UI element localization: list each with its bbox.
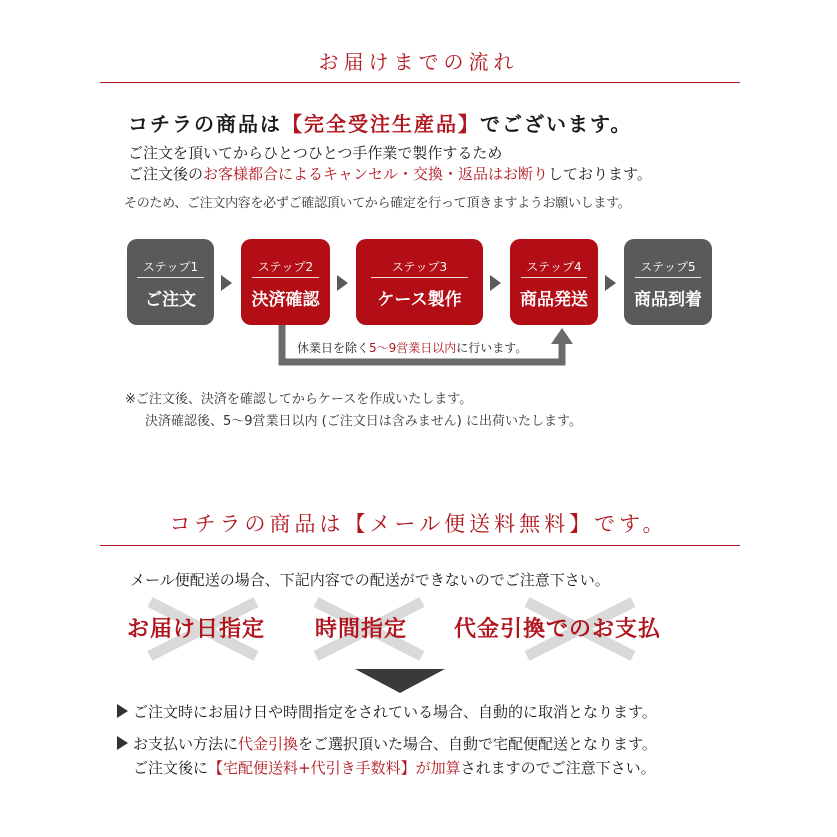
step-3-box <box>356 239 483 325</box>
shipping-bullet-2-line-2 <box>133 757 656 778</box>
shipping-intro: メール便配送の場合、下記内容での配送ができないのでご注意下さい。 <box>130 571 610 589</box>
step-2-name: 決済確認 <box>251 290 320 310</box>
line2-before: ご注文後の <box>128 165 204 183</box>
step-arrow-icon <box>337 275 348 291</box>
bracket-note <box>294 339 530 356</box>
bullet2-line2-after: されますのでご注意下さい。 <box>460 759 656 777</box>
step-4-rule <box>521 277 588 278</box>
flow-title-divider <box>100 82 740 83</box>
step-5-name: 商品到着 <box>634 290 702 310</box>
line2-highlight: お客様都合によるキャンセル・交換・返品はお断り <box>203 165 549 183</box>
bullet2-highlight: 代金引換 <box>238 735 299 753</box>
step-5-box <box>624 239 712 325</box>
step-1-label: ステップ1 <box>142 260 199 274</box>
step-1-name: ご注文 <box>145 290 196 310</box>
step-3-label: ステップ3 <box>391 260 448 274</box>
bullet2-after: をご選択頂いた場合、自動で宅配便配送となります。 <box>298 735 657 753</box>
bullet-triangle-icon <box>117 736 128 750</box>
bracket-note-highlight: 5〜9営業日以内 <box>369 341 457 355</box>
shipping-title-divider <box>100 545 740 546</box>
lead-after: でございます。 <box>480 112 633 136</box>
step-4-label: ステップ4 <box>526 260 582 274</box>
step-2-box <box>241 239 330 325</box>
bullet-triangle-icon <box>117 704 128 718</box>
step-3-name: ケース製作 <box>377 290 462 310</box>
shipping-section-title: コチラの商品は【メール便送料無料】です。 <box>169 512 668 536</box>
down-arrow-icon <box>355 669 445 695</box>
bullet2-line2-highlight: 【宅配便送料+代引き手数料】が加算 <box>208 759 461 777</box>
step-1-box <box>127 239 214 325</box>
line2-after: しております。 <box>548 165 652 183</box>
flow-lead-text <box>128 108 632 137</box>
step-arrow-icon <box>221 275 232 291</box>
bracket-note-after: に行います。 <box>456 341 528 355</box>
flow-note-1: ※ご注文後、決済を確認してからケースを作成いたします。 <box>125 392 473 407</box>
shipping-bullet-2 <box>133 733 657 754</box>
step-3-rule <box>371 277 468 278</box>
unavailable-time-slot: 時間指定 <box>315 617 408 642</box>
flow-line-3: そのため、ご注文内容を必ずご確認頂いてから確定を行って頂きますようお願いします。 <box>124 196 631 211</box>
step-5-rule <box>635 277 702 278</box>
step-5-label: ステップ5 <box>640 260 696 274</box>
step-1-rule <box>137 277 203 278</box>
unavailable-cod: 代金引換でのお支払 <box>454 617 662 642</box>
flow-line-2 <box>128 163 652 184</box>
bracket-note-before: 休業日を除く <box>297 341 370 355</box>
flow-line-1: ご注文を頂いてからひとつひとつ手作業で製作するため <box>128 144 503 162</box>
flow-section-title: お届けまでの流れ <box>318 50 519 74</box>
step-arrow-icon <box>490 275 501 291</box>
step-2-label: ステップ2 <box>257 260 314 274</box>
shipping-bullet-1: ご注文時にお届け日や時間指定をされている場合、自動的に取消となります。 <box>133 703 657 721</box>
step-2-rule <box>252 277 320 278</box>
step-4-name: 商品発送 <box>520 290 588 310</box>
flow-note-2: 決済確認後、5〜9営業日以内 (ご注文日は含みません) に出荷いたします。 <box>145 414 582 429</box>
lead-before: コチラの商品は <box>128 112 282 136</box>
unavailable-delivery-date: お届け日指定 <box>127 617 266 642</box>
bullet2-line2-before: ご注文後に <box>133 759 209 777</box>
step-4-box <box>510 239 598 325</box>
lead-highlight: 【完全受注生産品】 <box>282 112 480 136</box>
bullet2-before: お支払い方法に <box>133 735 239 753</box>
step-arrow-icon <box>605 275 616 291</box>
